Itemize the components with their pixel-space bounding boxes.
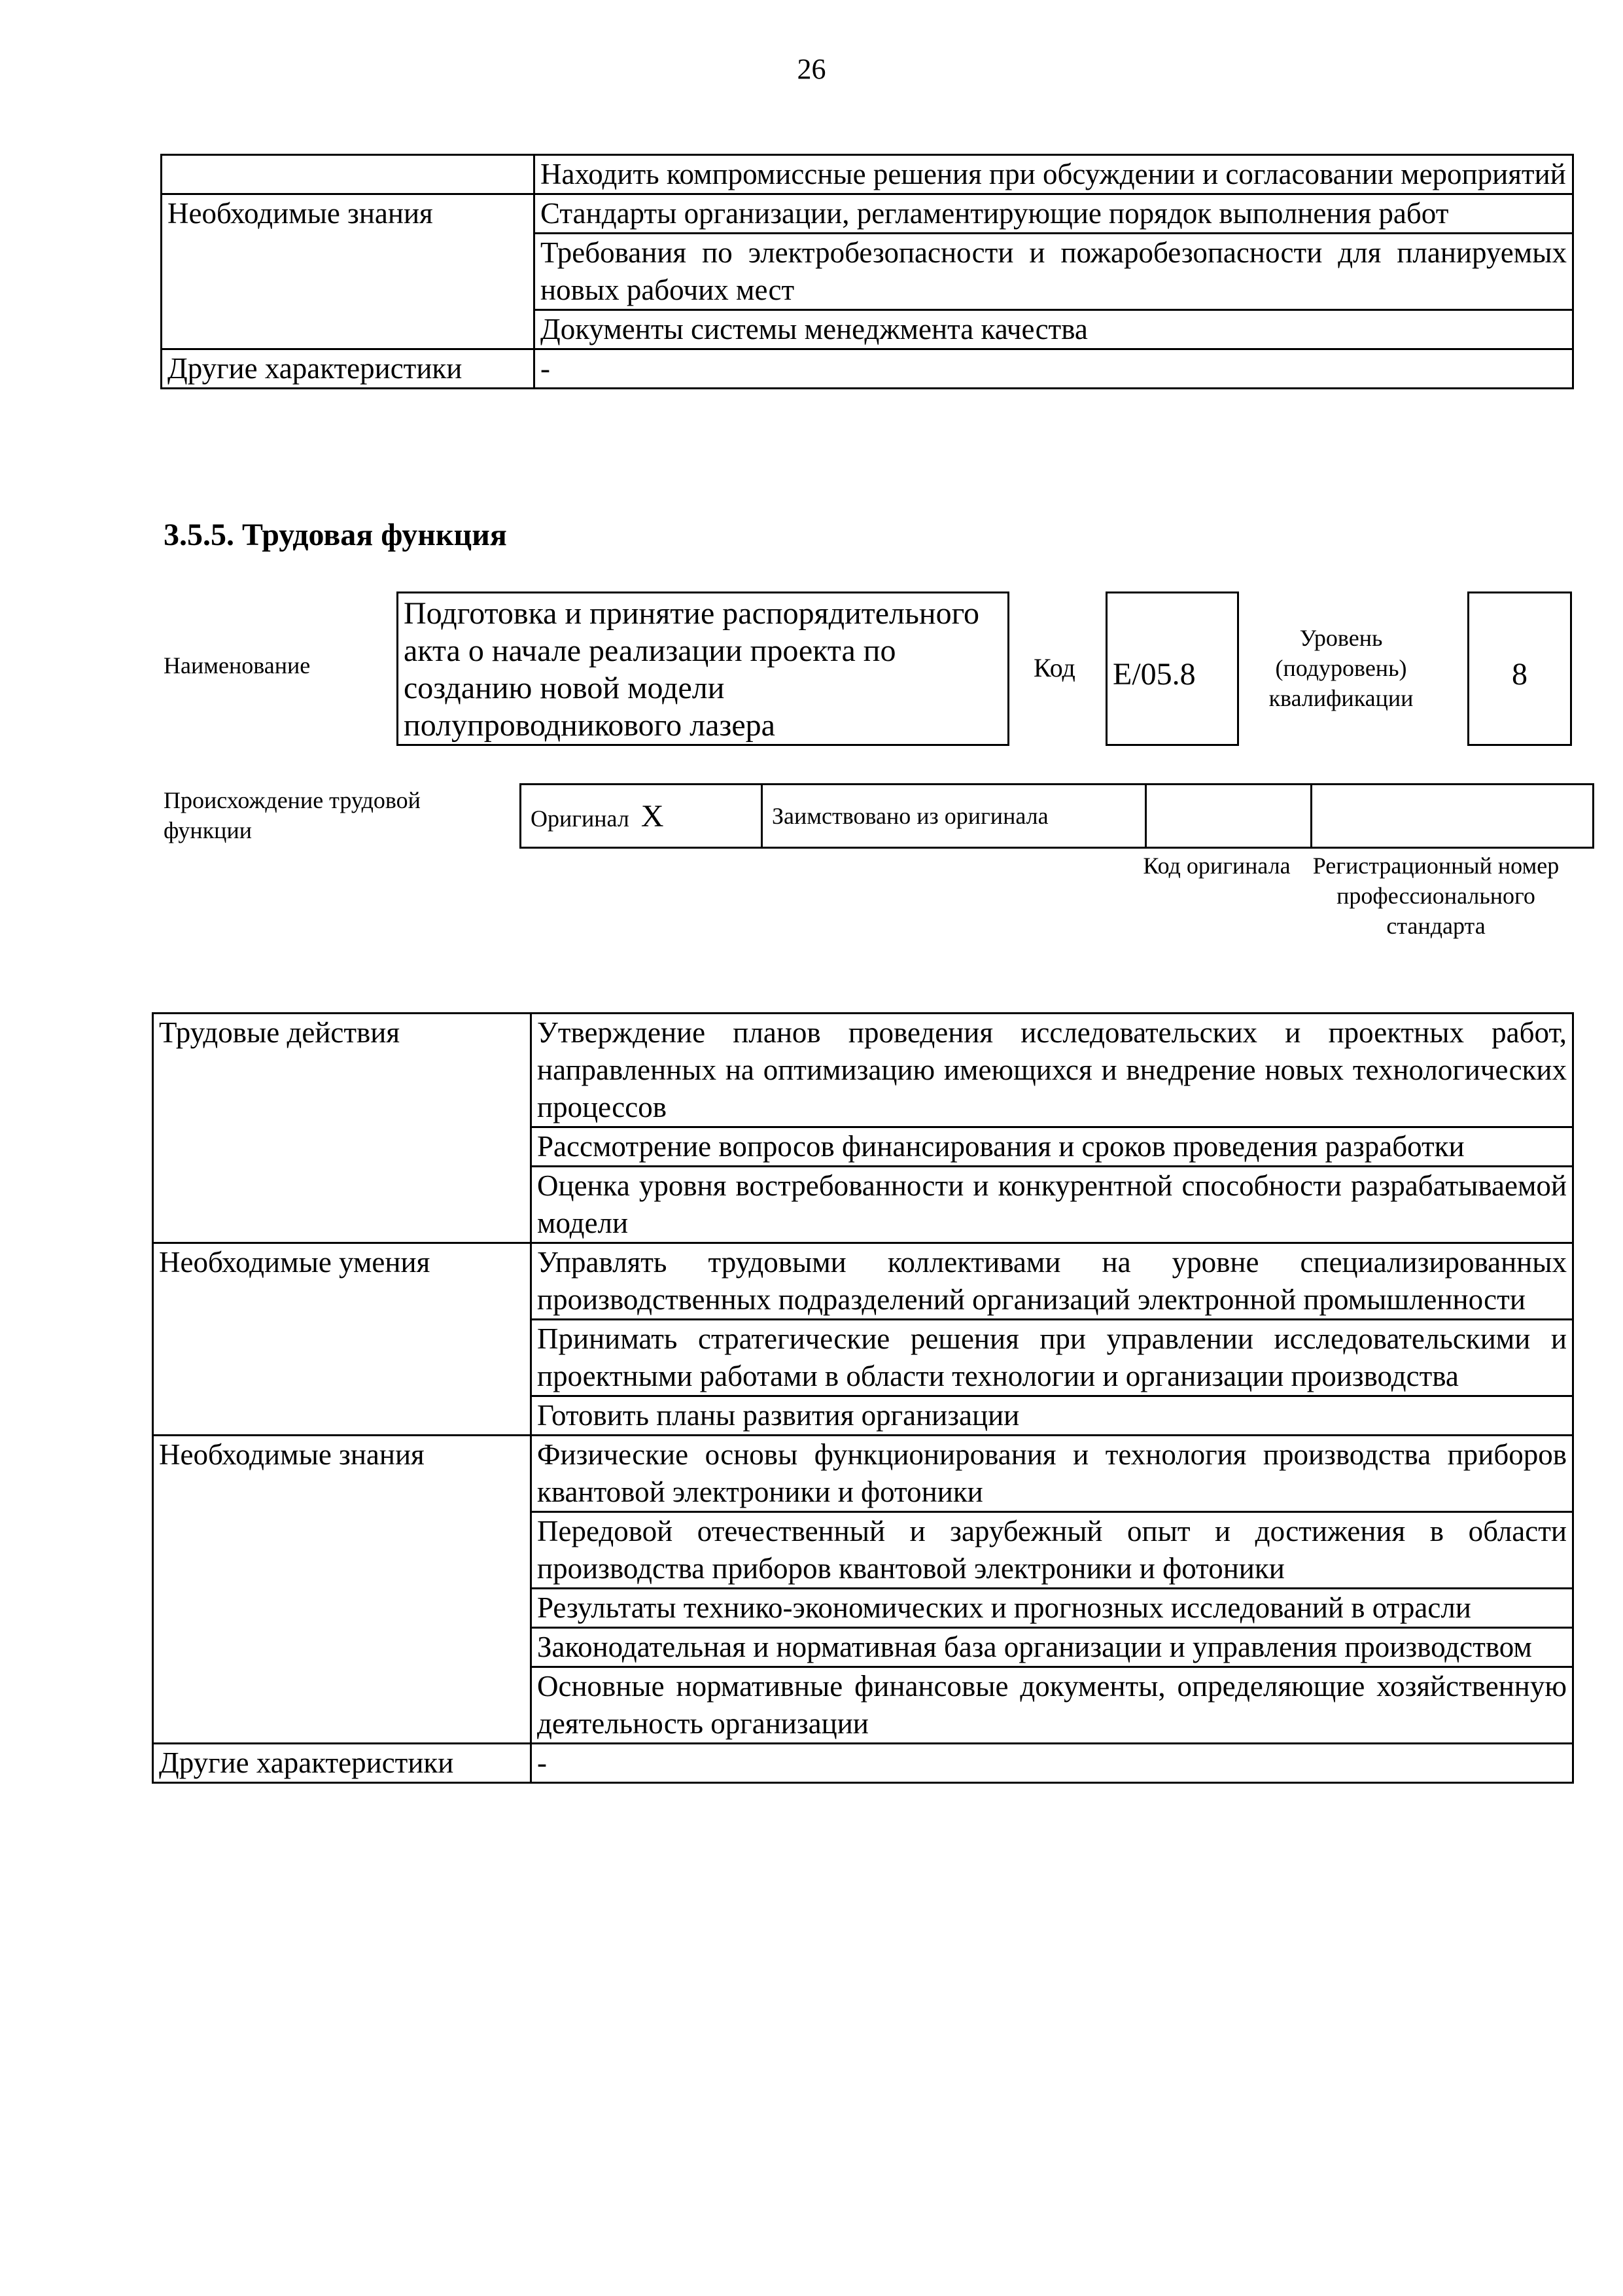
row-group-label: Другие характеристики [162, 349, 534, 389]
table-row [162, 155, 1573, 194]
row-item-text: Оценка уровня востребованности и конкурентной способности разрабатываемой модели [531, 1167, 1573, 1243]
origin-borrowed-cell [762, 785, 1146, 848]
code-label: Код [1034, 653, 1075, 682]
page-number: 26 [797, 53, 826, 85]
table-row [153, 1436, 1573, 1512]
row-item-text: Принимать стратегические решения при управлении исследовательскими и проектными работами в области технологии и организации производства [531, 1320, 1573, 1396]
origin-original-mark: X [640, 798, 664, 834]
row-item-text: Готовить планы развития организации [531, 1396, 1573, 1436]
row-group-label: Необходимые знания [153, 1436, 531, 1744]
row-item-text: - [531, 1744, 1573, 1783]
qualification-level-box: 8 [1467, 592, 1572, 746]
function-name-box: Подготовка и принятие распорядительного акта о начале реализации проекта по созданию новой модели полупроводникового лазера [396, 592, 1009, 746]
name-label: Наименование [164, 652, 311, 679]
row-item-text: Передовой отечественный и зарубежный опыт и достижения в области производства приборов квантовой электроники и фотоники [531, 1512, 1573, 1589]
table-row [153, 1744, 1573, 1783]
row-item-text: Рассмотрение вопросов финансирования и сроков проведения разработки [531, 1127, 1573, 1167]
table-row [162, 349, 1573, 389]
origin-code-cell [1146, 785, 1312, 848]
row-group-label: Трудовые действия [153, 1014, 531, 1243]
row-group-label [162, 155, 534, 194]
row-item-text: Результаты технико-экономических и прогнозных исследований в отрасли [531, 1589, 1573, 1628]
row-item-text: Стандарты организации, регламентирующие порядок выполнения работ [534, 194, 1573, 234]
row-item-text: Находить компромиссные решения при обсуждении и согласовании мероприятий [534, 155, 1573, 194]
table-row [162, 194, 1573, 234]
row-item-text: Документы системы менеджмента качества [534, 310, 1573, 349]
table-row [153, 1014, 1573, 1127]
origin-original-label: Оригинал [531, 805, 629, 832]
origin-label: Происхождение трудовой функции [164, 787, 421, 843]
origin-borrowed-label: Заимствовано из оригинала [772, 803, 1049, 829]
row-group-label: Другие характеристики [153, 1744, 531, 1783]
top-table [160, 154, 1574, 389]
function-code-box: E/05.8 [1106, 592, 1239, 746]
row-item-text: - [534, 349, 1573, 389]
row-item-text: Законодательная и нормативная база организации и управления производством [531, 1628, 1573, 1667]
row-item-text: Управлять трудовыми коллективами на уровне специализированных производственных подразделений организаций электронной промышленности [531, 1243, 1573, 1320]
row-group-label: Необходимые знания [162, 194, 534, 349]
origin-code-caption: Код оригинала [1143, 853, 1291, 879]
qualification-level-label: Уровень (подуровень) квалификации [1268, 625, 1414, 711]
row-group-label: Необходимые умения [153, 1243, 531, 1436]
section-heading: 3.5.5. Трудовая функция [164, 518, 507, 552]
origin-reg-number-caption: Регистрационный номер профессионального стандарта [1312, 853, 1560, 939]
origin-table [519, 783, 1594, 849]
origin-original-cell [521, 785, 762, 848]
row-item-text: Утверждение планов проведения исследовательских и проектных работ, направленных на оптимизацию имеющихся и внедрение новых технологических процессов [531, 1014, 1573, 1127]
row-item-text: Основные нормативные финансовые документы, определяющие хозяйственную деятельность организации [531, 1667, 1573, 1744]
row-item-text: Требования по электробезопасности и пожаробезопасности для планируемых новых рабочих мест [534, 234, 1573, 310]
table-row [153, 1243, 1573, 1320]
row-item-text: Физические основы функционирования и технология производства приборов квантовой электроники и фотоники [531, 1436, 1573, 1512]
origin-reg-number-cell [1312, 785, 1594, 848]
main-table [152, 1012, 1574, 1784]
